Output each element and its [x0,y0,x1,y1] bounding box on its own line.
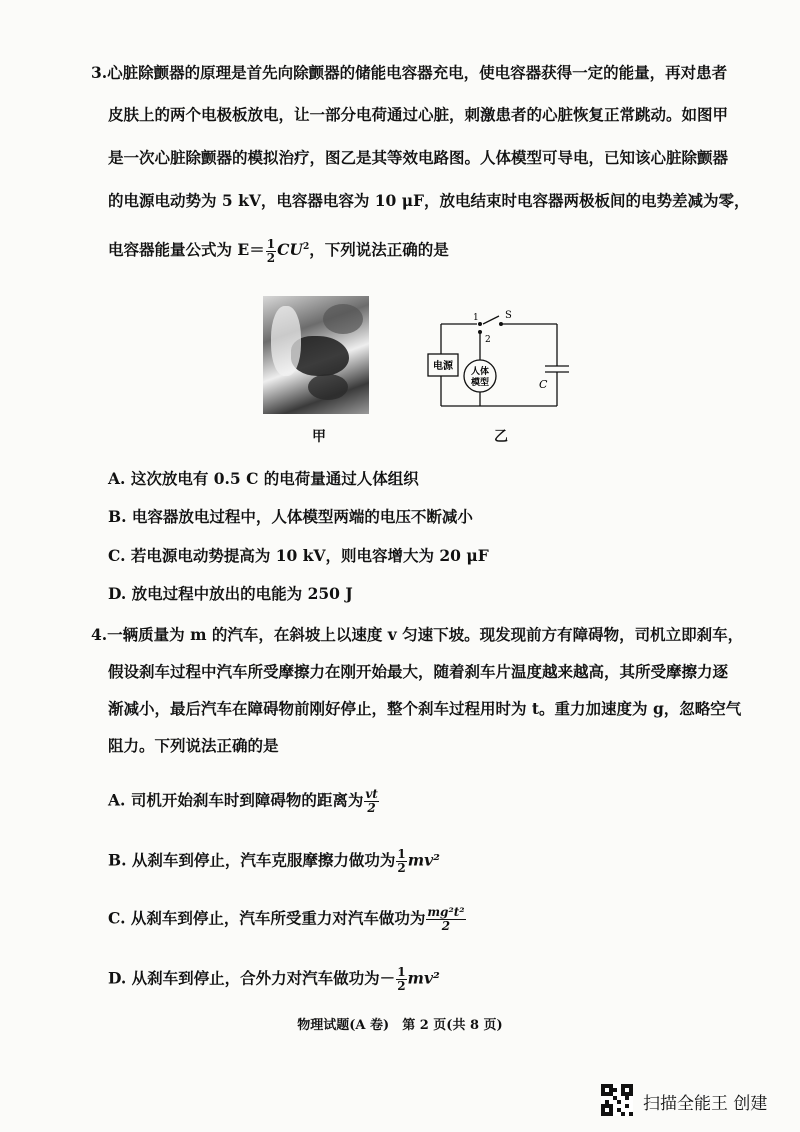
q4-option-b: B. 从刹车到停止，汽车克服摩擦力做功为 $\frac{1}{2}$ mv² [108,847,440,875]
label-capacitor: C [539,378,548,391]
caption-jia: 甲 [312,429,326,445]
formula-sup: 2 [302,242,310,252]
opt-d-fraction: $\frac{1}{2}$ [397,965,406,993]
qr-code-icon [601,1084,633,1116]
switch-pivot [499,322,503,326]
q3-option-a: A. 这次放电有 0.5 C 的电荷量通过人体组织 [108,469,419,488]
label-2: 2 [485,335,491,345]
page-footer: 物理试题(A 卷) 第 2 页(共 8 页) [297,1018,503,1033]
label-1: 1 [473,313,479,323]
q3-line-1: 3.心脏除颤器的原理是首先向除颤器的储能电容器充电，使电容器获得一定的能量，再对患者 [91,63,728,82]
formula-suffix: ，下列说法正确的是 [309,240,449,260]
label-s: S [505,310,512,321]
q4-line-1: 4.一辆质量为 m 的汽车，在斜坡上以速度 v 匀速下坡。现发现前方有障碍物，司机立即刹车， [91,625,744,644]
q4-line-3: 渐减小，最后汽车在障碍物前刚好停止，整个刹车过程用时为 t。重力加速度为 g，忽略空气 [108,699,742,718]
q4-option-c: C. 从刹车到停止，汽车所受重力对汽车做功为 $\frac{\text{mg²t²}}{2}$ [108,905,465,933]
formula-fraction: $\frac{1}{2}$ [266,236,276,265]
q3-formula-line [0,236,800,265]
contact-2 [478,330,482,334]
q3-option-b: B. 电容器放电过程中，人体模型两端的电压不断减小 [108,507,473,526]
caption-yi: 乙 [494,429,508,445]
q4-option-d: D. 从刹车到停止，合外力对汽车做功为－ $\frac{1}{2}$ mv² [108,965,440,993]
defibrillator-photo [263,296,369,414]
q3-line-4: 的电源电动势为 5 kV，电容器电容为 10 μF，放电结束时电容器两极板间的电势差减为零， [108,191,750,210]
q4-line-2: 假设刹车过程中汽车所受摩擦力在刚开始最大，随着刹车片温度越来越高，其所受摩擦力逐 [108,662,729,681]
opt-b-fraction: $\frac{1}{2}$ [397,847,406,875]
scanner-watermark: 扫描全能王 创建 [643,1094,768,1114]
opt-a-fraction: $\frac{vt}{2}$ [365,787,378,815]
formula-cu: CU [277,240,303,260]
q3-line-3: 是一次心脏除颤器的模拟治疗，图乙是其等效电路图。人体模型可导电，已知该心脏除颤器 [108,148,729,167]
label-body-1: 人体 [470,367,490,377]
q3-option-c: C. 若电源电动势提高为 10 kV，则电容增大为 20 μF [108,546,489,565]
label-body-2: 模型 [470,378,490,388]
label-power: 电源 [433,361,453,372]
formula-prefix: 电容器能量公式为 E＝ [108,240,265,260]
opt-c-fraction: $\frac{\text{mg²t²}}{2}$ [427,905,465,933]
q3-option-d: D. 放电过程中放出的电能为 250 J [108,584,353,603]
q4-option-a: A. 司机开始刹车时到障碍物的距离为 $\frac{vt}{2}$ [108,787,378,815]
q3-line-2: 皮肤上的两个电极板放电，让一部分电荷通过心脏，刺激患者的心脏恢复正常跳动。如图甲 [108,105,729,124]
circuit-diagram [425,302,585,414]
q4-line-4: 阻力。下列说法正确的是 [108,736,279,755]
